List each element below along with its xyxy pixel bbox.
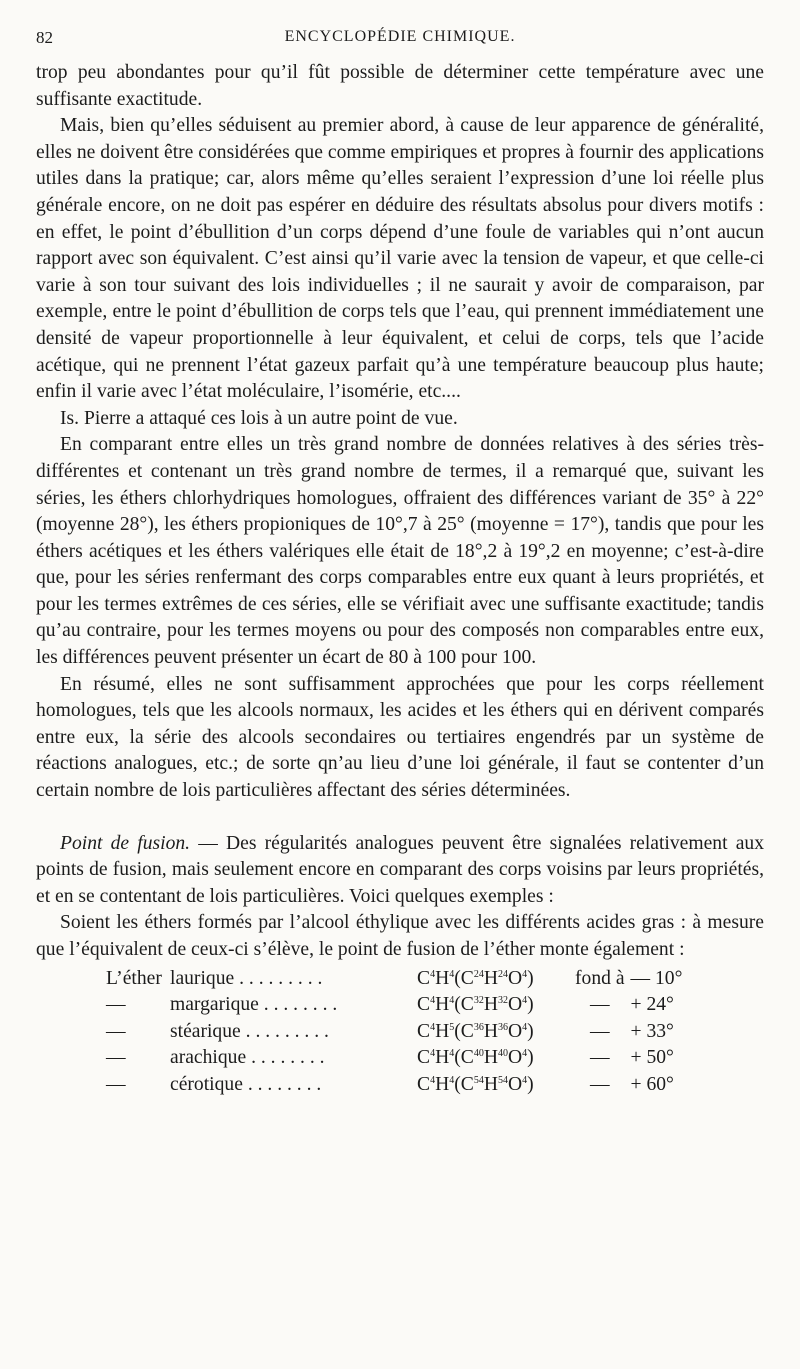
table-row xyxy=(106,1045,697,1072)
row-prefix: — xyxy=(106,1020,126,1042)
ether-name: margarique xyxy=(170,994,259,1016)
dot-leader: . . . . . . . . . xyxy=(239,967,323,989)
page-body xyxy=(36,60,764,1099)
section-paragraph xyxy=(36,831,764,911)
row-prefix: — xyxy=(106,1073,126,1095)
ether-formula: $C^4H^4(C^{24}H^{24}O^4)$ xyxy=(417,967,534,989)
table-row xyxy=(106,966,697,993)
row-prefix: — xyxy=(106,1047,126,1069)
dot-leader: . . . . . . . . . xyxy=(245,1020,329,1042)
melting-point: + 24° xyxy=(630,994,674,1016)
melting-point: — 10° xyxy=(630,967,683,989)
ether-table xyxy=(106,966,697,1099)
dot-leader: . . . . . . . . xyxy=(251,1047,325,1069)
paragraph: Is. Pierre a attaqué ces lois à un autre point de vue. xyxy=(60,407,458,429)
melting-point: + 60° xyxy=(630,1073,674,1095)
table-row xyxy=(106,992,697,1019)
section-title: Point de fusion. xyxy=(60,832,191,854)
melting-point: + 33° xyxy=(630,1020,674,1042)
row-verb: fond à xyxy=(575,967,625,989)
running-title: ENCYCLOPÉDIE CHIMIQUE. xyxy=(284,28,516,45)
table-row xyxy=(106,1072,697,1099)
paragraph: trop peu abondantes pour qu’il fût possible de déterminer cette température avec une suffisante exactitude. xyxy=(36,62,764,110)
page-header xyxy=(36,28,764,56)
paragraph: En comparant entre elles un très grand nombre de données relatives à des séries très-différentes et contenant un très grand nombre de termes, il a remarqué que, suivant les séries, les éthers chlorhydriques homologues, offraient des différences variant de 35° à 22° (moyenne 28°), les éthers propioniques de 10°,7 à 25° (moyenne = 17°), tandis que pour les éthers acétiques et les éthers valériques elle était de 18°,2 à 19°,2 en moyenne; c’est-à-dire que, pour les séries renfermant des corps comparables entre eux quant à leurs propriétés, et pour les termes extrêmes de ces séries, elle se vérifiait avec une suffisante exactitude; tandis qu’au contraire, pour les termes moyens ou pour des composés non comparables entre eux, les différences peuvent présenter un écart de 80 à 100 pour 100. xyxy=(36,434,764,669)
ether-name: stéarique xyxy=(170,1020,241,1042)
ether-formula: $C^4H^5(C^{36}H^{36}O^4)$ xyxy=(417,1020,534,1042)
ether-formula: $C^4H^4(C^{40}H^{40}O^4)$ xyxy=(417,1047,534,1069)
section-text: — Des régularités analogues peuvent être signalées relativement aux points de fusion, mais seulement encore en comparant des corps voisins par leurs propriétés, et en se contentant de lois particulières. Voici quelques exemples : xyxy=(36,832,764,907)
dot-leader: . . . . . . . . xyxy=(247,1073,322,1095)
section-spacer xyxy=(36,805,764,831)
paragraph: Mais, bien qu’elles séduisent au premier abord, à cause de leur apparence de généralité, elles ne doivent être considérées que comme empiriques et propres à fournir des applications utiles dans la pratique; car, alors même qu’elles seraient l’expression d’une loi réelle plus générale encore, on ne doit pas espérer en déduire des résultats absolus pour divers motifs : en effet, le point d’ébullition d’un corps dépend d’une foule de variables qui n’ont aucun rapport avec son équivalent. C’est ainsi qu’il varie avec la tension de vapeur, et que celle-ci varie à son tour suivant des lois individuelles ; il ne saurait y avoir de comparaison, par exemple, entre le point d’ébullition de corps tels que l’eau, qui prennent immédiatement une densité de vapeur proportionnelle à leur équivalent, et celui de corps, tels que l’acide acétique, qui ne prennent l’état gazeux parfait qu’à une température beaucoup plus haute; enfin il varie avec l’état moléculaire, l’isomérie, etc.... xyxy=(36,115,764,403)
ether-formula: $C^4H^4(C^{32}H^{32}O^4)$ xyxy=(417,994,534,1016)
section-intro: Soient les éthers formés par l’alcool éthylique avec les différents acides gras : à mesure que l’équivalent de ceux-ci s’élève, le point de fusion de l’éther monte également : xyxy=(36,912,764,960)
row-verb: — xyxy=(589,1047,610,1069)
row-prefix: L’éther xyxy=(106,967,162,989)
row-prefix: — xyxy=(106,994,126,1016)
ether-name: cérotique xyxy=(170,1073,243,1095)
ether-name: arachique xyxy=(170,1047,247,1069)
page-number: 82 xyxy=(36,28,53,47)
row-verb: — xyxy=(589,1020,610,1042)
ether-formula: $C^4H^4(C^{54}H^{54}O^4)$ xyxy=(417,1073,534,1095)
dot-leader: . . . . . . . . xyxy=(263,994,338,1016)
row-verb: — xyxy=(589,994,610,1016)
table-row xyxy=(106,1019,697,1046)
row-verb: — xyxy=(589,1073,610,1095)
ether-name: laurique xyxy=(170,967,235,989)
melting-point: + 50° xyxy=(630,1047,674,1069)
paragraph: En résumé, elles ne sont suffisamment approchées que pour les corps réellement homologues, tels que les alcools normaux, les acides et les éthers qui en dérivent comparés entre eux, la série des alcools secondaires ou tertiaires engendrés par un système de réactions analogues, etc.; de sorte qn’au lieu d’une loi générale, il faut se contenter d’un certain nombre de lois particulières affectant des séries déterminées. xyxy=(36,673,764,802)
